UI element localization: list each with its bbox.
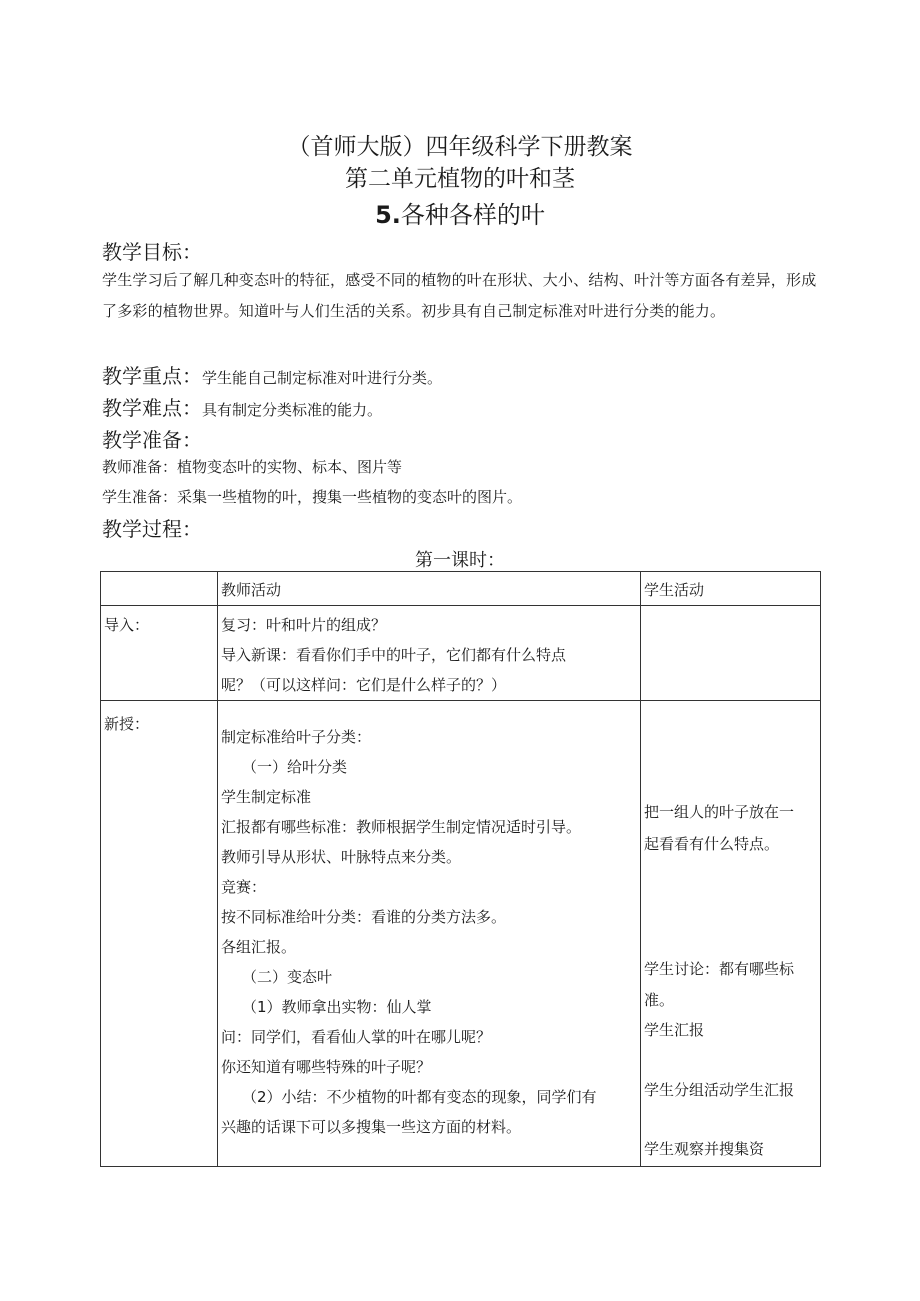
list-item: 复习：叶和叶片的组成？ — [221, 616, 387, 634]
key-points-row — [102, 360, 442, 389]
list-item: （二）变态叶 — [242, 968, 333, 986]
list-item: 兴趣的话课下可以多搜集一些这方面的材料。 — [221, 1118, 522, 1136]
teacher-preparation: 教师准备：植物变态叶的实物、标本、图片等 — [102, 458, 403, 476]
list-item: 按不同标准给叶分类：看谁的分类方法多。 — [221, 908, 507, 926]
preparation-heading: 教学准备： — [102, 428, 202, 452]
difficulties-row — [102, 392, 382, 421]
lesson-heading — [0, 195, 920, 230]
list-item: 学生讨论：都有哪些标 — [644, 960, 795, 978]
list-item: （1）教师拿出实物：仙人掌 — [242, 998, 432, 1016]
list-item: 学生制定标准 — [221, 788, 312, 806]
list-item: （一）给叶分类 — [242, 758, 348, 776]
list-item: 呢？（可以这样问：它们是什么样子的？） — [221, 676, 507, 694]
unit-title: 第二单元植物的叶和茎 — [345, 166, 575, 192]
student-activity-cell — [641, 606, 821, 701]
student-activity-cell — [641, 701, 821, 1167]
objectives-heading: 教学目标： — [102, 240, 202, 264]
teacher-activity-cell — [218, 606, 641, 701]
list-item: 导入新课：看看你们手中的叶子，它们都有什么特点 — [221, 646, 567, 664]
list-item: 把一组人的叶子放在一 — [644, 803, 795, 821]
lesson-number: 5. — [375, 201, 401, 229]
list-item: 学生分组活动学生汇报 — [644, 1081, 795, 1099]
list-item: 学生汇报 — [644, 1021, 705, 1039]
difficulties-text: 具有制定分类标准的能力。 — [202, 401, 383, 419]
list-item: 起看看有什么特点。 — [644, 835, 780, 853]
list-item: 竞赛： — [221, 878, 267, 896]
lesson-name: 各种各样的叶 — [400, 201, 545, 229]
teacher-activity-cell — [218, 701, 641, 1167]
table-row — [101, 701, 821, 1167]
student-preparation: 学生准备：采集一些植物的叶，搜集一些植物的变态叶的图片。 — [102, 488, 523, 506]
list-item: 学生观察并搜集资 — [644, 1140, 765, 1158]
list-item: 汇报都有哪些标准：教师根据学生制定情况适时引导。 — [221, 818, 582, 836]
list-item: （2）小结：不少植物的叶都有变态的现象，同学们有 — [242, 1088, 597, 1106]
header-stage — [101, 572, 218, 606]
list-item: 教师引导从形状、叶脉特点来分类。 — [221, 848, 462, 866]
process-heading: 教学过程： — [102, 517, 202, 541]
list-item: 你还知道有哪些特殊的叶子呢？ — [221, 1058, 432, 1076]
table-header-row — [101, 572, 821, 606]
list-item: 问：同学们，看看仙人掌的叶在哪儿呢？ — [221, 1028, 492, 1046]
document-title: （首师大版）四年级科学下册教案 — [287, 134, 633, 160]
table-row — [101, 606, 821, 701]
key-points-text: 学生能自己制定标准对叶进行分类。 — [202, 369, 443, 387]
lesson-period-title: 第一课时： — [415, 550, 505, 571]
list-item: 制定标准给叶子分类： — [221, 728, 372, 746]
list-item: 准。 — [644, 991, 675, 1009]
key-points-heading: 教学重点： — [102, 364, 202, 388]
objectives-text: 学生学习后了解几种变态叶的特征，感受不同的植物的叶在形状、大小、结构、叶汁等方面各有差异，形成了多彩的植物世界。知道叶与人们生活的关系。初步具有自己制定标准对叶进行分类的能力。 — [102, 271, 817, 320]
header-teacher-activity: 教师活动 — [218, 572, 641, 606]
stage-cell: 新授： — [101, 701, 218, 1167]
lesson-plan-table — [100, 571, 821, 1167]
list-item: 各组汇报。 — [221, 938, 297, 956]
header-student-activity: 学生活动 — [641, 572, 821, 606]
difficulties-heading: 教学难点： — [102, 396, 202, 420]
stage-cell: 导入： — [101, 606, 218, 701]
